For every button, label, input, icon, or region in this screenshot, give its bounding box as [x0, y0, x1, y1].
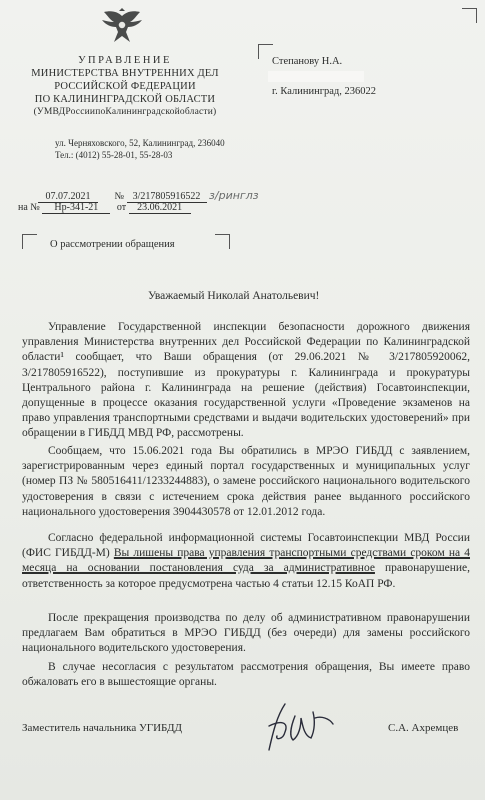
subject-line: О рассмотрении обращения — [50, 239, 175, 250]
registration-handwritten: з/ринглз — [209, 189, 259, 202]
reference-from-label: от — [116, 202, 127, 213]
sender-address: ул. Черняховского, 52, Калининград, 236040 — [55, 138, 225, 148]
sender-line-1: УПРАВЛЕНИЕ — [78, 55, 172, 66]
signature-name: С.А. Ахремцев — [388, 722, 459, 734]
reference-line — [18, 202, 191, 214]
registration-date: 07.07.2021 — [38, 191, 98, 203]
paragraph-4: После прекращения производства по делу об административном правонарушении предлагаем Вам обратиться в МРЭО ГИБДД (без очереди) для замены российского национального водительского удостоверения. — [22, 612, 470, 655]
reference-date: 23.06.2021 — [129, 202, 191, 214]
recipient-name: Степанову Н.А. — [272, 56, 343, 67]
double-headed-eagle-emblem — [98, 8, 146, 48]
sender-line-4: ПО КАЛИНИНГРАДСКОЙ ОБЛАСТИ — [34, 94, 216, 105]
paragraph-5: В случае несогласия с результатом рассмотрения обращения, Вы имеете право обжаловать его в вышестоящие органы. — [22, 661, 470, 689]
signature-position: Заместитель начальника УГИБДД — [22, 722, 182, 734]
reference-prefix: на № — [18, 202, 40, 213]
paragraph-3-tail: правонарушение, ответственность за которое предусмотрена частью 4 статьи 12.15 КоАП РФ. — [22, 562, 470, 590]
paragraph-1: Управление Государственной инспекции безопасности дорожного движения управления Министерства внутренних дел Российской Федерации по Калининградской области¹ сообщает, что Ваши обращения (от 29.06.2021 № 3/217805920062, 3/217805916522), поступившие из прокуратуры г. Калининграда и прокуратуры Центрального района г. Калининграда на решение (действия) Госавтоинспекции, допущенные в процессе оказания государственной услуги «Проведение экзаменов на право управления транспортными средствами и выдачи водительских удостоверений» при обращении в ГИБДД МВД РФ, рассмотрены. — [22, 321, 470, 440]
paragraph-3-highlight: Вы лишены права управления транспортными средствами сроком на 4 месяца на основании постановления суда за административное — [22, 547, 470, 575]
sender-line-5: (УМВДРоссиипоКалининградскойобласти) — [33, 107, 217, 117]
corner-mark-subject-right — [215, 234, 230, 249]
greeting: Уважаемый Николай Анатольевич! — [148, 290, 320, 302]
handwritten-signature — [255, 696, 335, 756]
sender-line-3: РОССИЙСКОЙ ФЕДЕРАЦИИ — [54, 81, 196, 92]
registration-number: 3/217805916522 — [127, 191, 207, 203]
paragraph-3-lead: Согласно федеральной информационной системы Госавтоинспекции МВД России (ФИС ГИБДД-М) — [22, 532, 470, 560]
reference-number: Нр-341-21 — [42, 202, 110, 214]
registration-line — [38, 189, 259, 203]
corner-mark-subject-left — [22, 234, 37, 249]
paragraph-3 — [22, 531, 470, 592]
paragraph-2: Сообщаем, что 15.06.2021 года Вы обратились в МРЭО ГИБДД с заявлением, зарегистрированным через единый портал государственных и муниципальных услуг (номер ПЗ № 580516411/1233244883), о замене российского национального водительского удостоверения в связи с истечением срока действия ранее выданного российского национального удостоверения 3904430578 от 12.01.2012 года. — [22, 445, 470, 518]
corner-mark-top-right — [462, 8, 477, 23]
sender-phone: Тел.: (4012) 55-28-01, 55-28-03 — [55, 150, 173, 160]
sender-header — [30, 54, 220, 119]
corner-mark-top-left — [258, 44, 273, 59]
sender-line-2: МИНИСТЕРСТВА ВНУТРЕННИХ ДЕЛ — [31, 68, 219, 79]
recipient-redacted-line — [268, 71, 364, 82]
recipient-city: г. Калининград, 236022 — [272, 86, 377, 97]
registration-no-label: № — [114, 191, 125, 202]
